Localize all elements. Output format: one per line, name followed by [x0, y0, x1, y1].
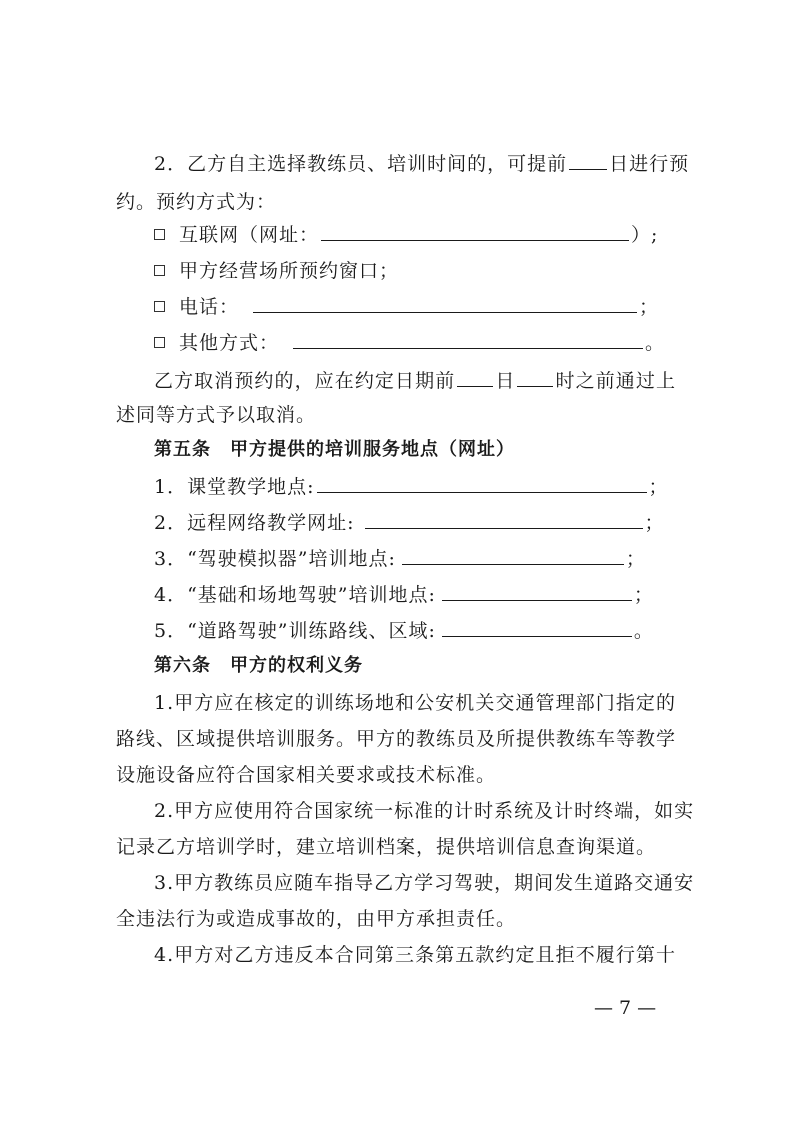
item-remote: 2．远程网络教学网址: ； [154, 512, 665, 534]
checkbox-other[interactable] [154, 337, 165, 348]
item-simulator: 3．“驾驶模拟器”培训地点: ； [154, 548, 646, 570]
blank-phone[interactable] [253, 311, 637, 313]
blank-remote[interactable] [365, 527, 643, 529]
para-cancel-line2: 述同等方式予以取消。 [116, 404, 317, 426]
option-other: 其他方式： 。 [154, 325, 676, 361]
para-a-line1: 1.甲方应在核定的训练场地和公安机关交通管理部门指定的 [154, 692, 676, 714]
option-internet: 互联网（网址： ）; [154, 217, 676, 253]
para-d-line1: 4.甲方对乙方违反本合同第三条第五款约定且拒不履行第十 [154, 944, 676, 966]
blank-cancel-hour[interactable] [517, 385, 553, 387]
blank-cancel-day[interactable] [457, 385, 493, 387]
blank-field[interactable] [442, 599, 632, 601]
item-field: 4．“基础和场地驾驶”培训地点: ； [154, 584, 654, 606]
para-booking-line2: 约。预约方式为： [116, 191, 277, 213]
heading-article-5: 第五条 甲方提供的培训服务地点（网址） [154, 439, 515, 460]
blank-classroom[interactable] [317, 491, 647, 493]
option-window: 甲方经营场所预约窗口； [154, 253, 676, 289]
blank-simulator[interactable] [402, 563, 624, 565]
heading-article-6: 第六条 甲方的权利义务 [154, 655, 363, 676]
para-booking-line1: 2．乙方自主选择教练员、培训时间的，可提前 日进行预 [154, 153, 690, 175]
blank-other[interactable] [293, 347, 643, 349]
para-a-line2: 路线、区域提供培训服务。甲方的教练员及所提供教练车等教学 [116, 728, 677, 750]
option-phone: 电话： ； [154, 289, 676, 325]
para-c-line1: 3.甲方教练员应随车指导乙方学习驾驶，期间发生道路交通安 [154, 872, 695, 894]
blank-days[interactable] [569, 168, 607, 170]
blank-url[interactable] [321, 239, 629, 241]
para-cancel-line1: 乙方取消预约的，应在约定日期前 日 时之前通过上 [154, 370, 676, 392]
item-road: 5．“道路驾驶”训练路线、区域: 。 [154, 620, 654, 642]
checkbox-internet[interactable] [154, 229, 165, 240]
para-b-line2: 记录乙方培训学时，建立培训档案，提供培训信息查询渠道。 [116, 836, 657, 858]
blank-road[interactable] [442, 635, 632, 637]
checkbox-window[interactable] [154, 265, 165, 276]
para-a-line3: 设施设备应符合国家相关要求或技术标准。 [116, 764, 497, 786]
item-classroom: 1．课堂教学地点: ； [154, 476, 669, 498]
para-c-line2: 全违法行为或造成事故的，由甲方承担责任。 [116, 908, 517, 930]
para-b-line1: 2.甲方应使用符合国家统一标准的计时系统及计时终端，如实 [154, 800, 695, 822]
page-number: — 7 — [594, 997, 657, 1019]
checkbox-phone[interactable] [154, 301, 165, 312]
